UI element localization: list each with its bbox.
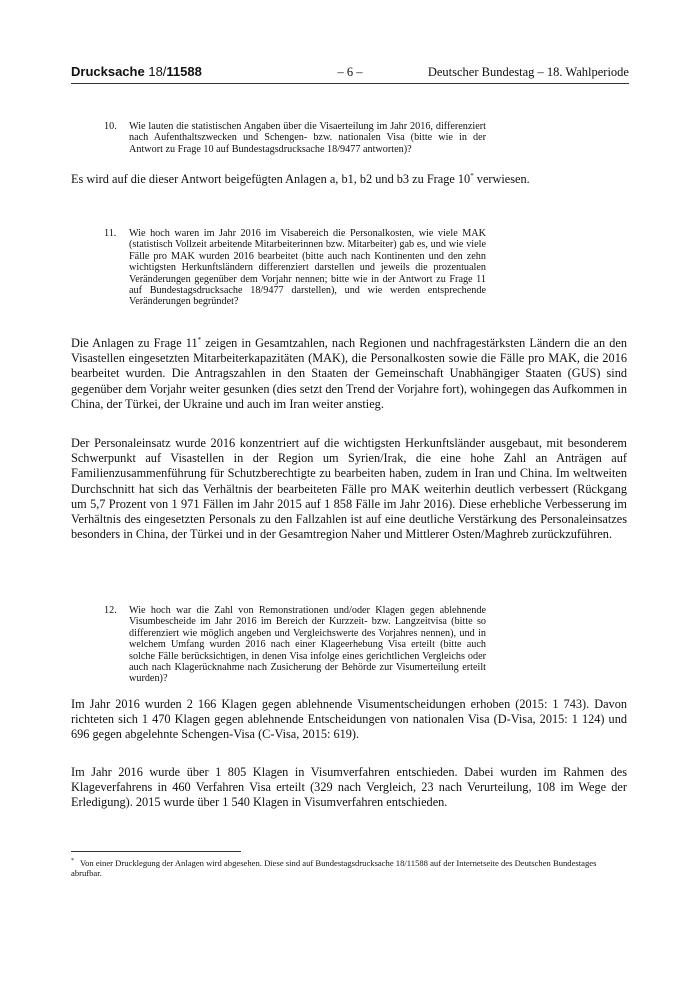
question-11: [104, 228, 486, 308]
question-number: 10.: [104, 121, 117, 132]
answer-11-paragraph-1: [71, 336, 627, 412]
question-number: 12.: [104, 605, 117, 616]
answer-12-paragraph-2: Im Jahr 2016 wurde über 1 805 Klagen in Visumverfahren entschieden. Dabei wurden im Rahmen des Klageverfahrens in 460 Verfahren Visa erteilt (329 nach Vergleich, 23 nach Verurteilung, 108 im Wege der Erledigung). 2015 wurde über 1 540 Klagen in Visumverfahren entschieden.: [71, 765, 627, 810]
answer-12-paragraph-1: Im Jahr 2016 wurden 2 166 Klagen gegen ablehnende Visumentscheidungen erhoben (2015: 1 743). Davon richteten sich 1 470 Klagen gegen ablehnende Entscheidungen von nationalen Visa (D-Visa, 2015: 1 124) und 696 gegen abgelehnte Schengen-Visa (C-Visa, 2015: 619).: [71, 697, 627, 742]
answer-text: Es wird auf die dieser Antwort beigefügten Anlagen a, b1, b2 und b3 zu Frage 10: [71, 172, 471, 186]
doc-series: 18/: [148, 64, 167, 79]
answer-10: [71, 172, 627, 187]
institution-label: Deutscher Bundestag – 18. Wahlperiode: [427, 65, 629, 79]
answer-11-paragraph-2: Der Personaleinsatz wurde 2016 konzentriert auf die wichtigsten Herkunftsländer ausgebaut, mit besonderem Schwerpunkt auf Visastellen in der Region um Syrien/Irak, die eine hohe Zahl an Anträgen auf Familienzusammenführung für Schutzberechtigte zu bearbeiten haben, zudem in Iran und China. Im weltweiten Durchschnitt hat sich das Verhältnis der bearbeiteten Fälle pro MAK weiterhin deutlich verbessert (Rückgang um 5,7 Prozent von 1 971 Fällen im Jahr 2015 auf 1 858 Fälle im Jahr 2016). Diese erhebliche Verbesserung im Verhältnis des eingesetzten Personals zu den Fallzahlen ist auf eine deutliche Verstärkung des Personaleinsatzes besonders in China, der Türkei und in der Gesamtregion Naher und Mittlerer Osten/Maghreb zurückzuführen.: [71, 436, 627, 542]
footnote-marker: *: [71, 858, 74, 865]
answer-text: verwiesen.: [473, 172, 530, 186]
footnote-marker: *: [470, 171, 474, 180]
question-10: [104, 121, 486, 155]
question-12: [104, 605, 486, 685]
question-text: Wie lauten die statistischen Angaben über die Visaerteilung im Jahr 2016, differenziert nach Aufenthaltszwecken und Schengen- bzw. nationalen Visa (bitte wie in der Antwort zu Frage 10 auf Bundestagsdrucksache 18/9477 antworten)?: [129, 121, 486, 155]
question-text: Wie hoch waren im Jahr 2016 im Visabereich die Personalkosten, wie viele MAK (statistisch Vollzeit arbeitende Mitarbeiterinnen bzw. Mitarbeiter) gab es, und wie viele Fälle pro MAK wurden 2016 bearbeitet (bitte auch nach Kontinenten und den zehn wichtigsten Herkunftsländern differenziert darstellen und jeweils die prozentualen Veränderungen gegenüber dem Vorjahr nennen; bitte wie in der Antwort zu Frage 11 auf Bundestagsdrucksache 18/9477 darstellen), und wie werden entsprechende Veränderungen begründet?: [129, 228, 486, 308]
answer-text: zeigen in Gesamtzahlen, nach Regionen und nachfragestärksten Ländern die an den Visastellen eingesetzten Mitarbeiterkapazitäten (MAK), die Personalkosten sowie die Fälle pro MAK, die 2016 bearbeitet wurden. Die Antragszahlen in den Staaten der Gemeinschaft Unabhängiger Staaten (GUS) sind gegenüber dem Vorjahr weiter gesunken (dies setzt den Trend der Vorjahre fort), wohingegen das Aufkommen in China, der Türkei, der Ukraine und auch im Iran weiter anstieg.: [71, 336, 628, 411]
doc-label: Drucksache: [71, 64, 145, 79]
answer-text: Die Anlagen zu Frage 11: [71, 336, 198, 350]
header-divider: [71, 83, 629, 84]
question-text: Wie hoch war die Zahl von Remonstrationen und/oder Klagen gegen ablehnende Visumbescheide im Jahr 2016 im Bereich der Kurzzeit- bzw. Langzeitvisa (bitte so differenziert wie möglich angeben und Vergleichswerte des Vorjahres nennen), und in welchem Umfang wurden 2016 nach einer Klageerhebung Visa erteilt (bitte auch solche Fälle berücksichtigen, in denen Visa infolge eines gerichtlichen Vergleichs oder auch nach Klagerücknahme nach Zusicherung der Behörde zur Visumerteilung erteilt wurden)?: [129, 605, 486, 685]
footnote-marker: *: [197, 335, 202, 344]
footnote-text: Von einer Drucklegung der Anlagen wird abgesehen. Diese sind auf Bundestagsdrucksache 18/11588 auf der Internetseite des Deutschen Bundestages abrufbar.: [71, 858, 597, 879]
footnote: [71, 858, 627, 879]
question-number: 11.: [104, 228, 117, 239]
page-number: – 6 –: [337, 65, 363, 79]
footnote-divider: [71, 851, 241, 852]
page-header: [71, 64, 629, 84]
doc-number: 11588: [166, 64, 202, 79]
